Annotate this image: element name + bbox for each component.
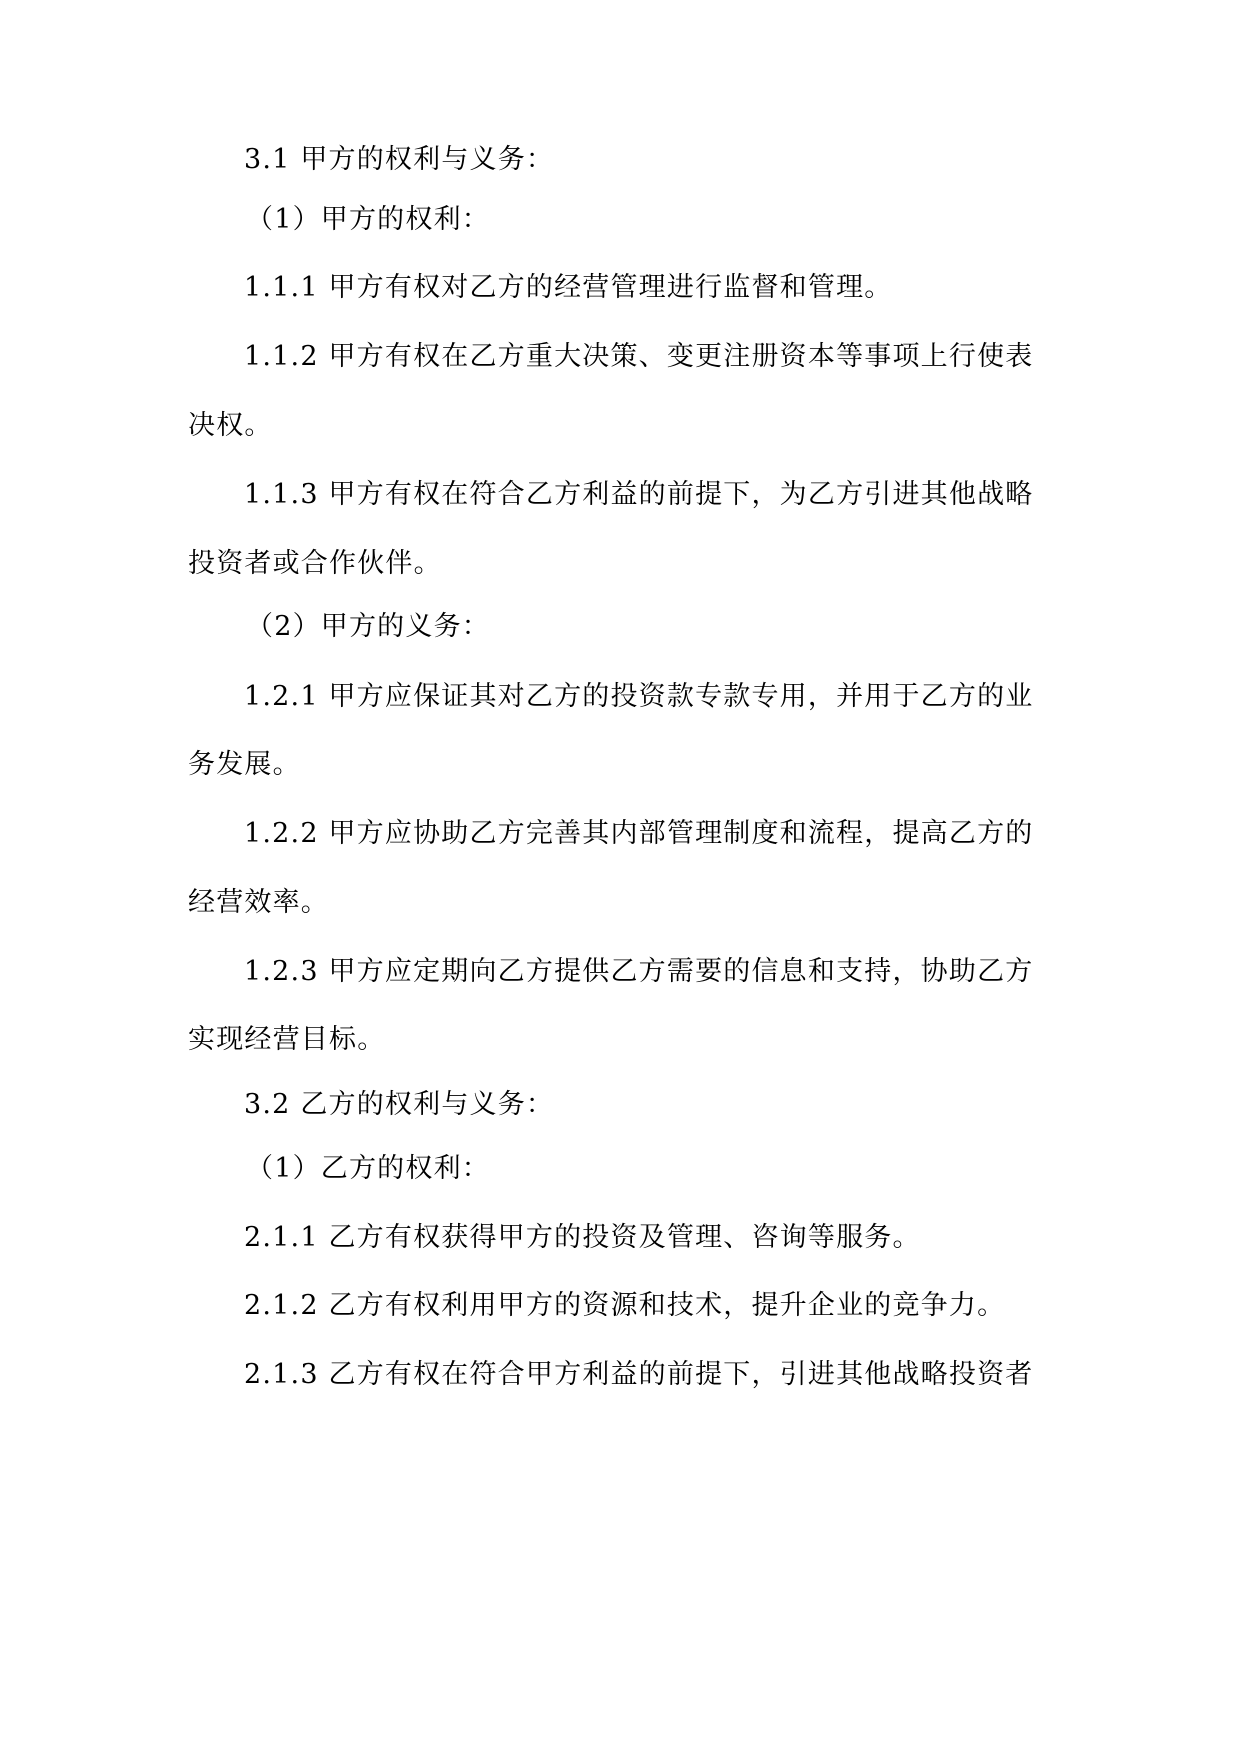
clause-1-2-1-line-1: 1.2.1 甲方应保证其对乙方的投资款专款专用，并用于乙方的业 <box>244 681 1034 712</box>
clause-1-1-3-line-1: 1.1.3 甲方有权在符合乙方利益的前提下，为乙方引进其他战略 <box>244 479 1034 510</box>
clause-1-1-3-line-2: 投资者或合作伙伴。 <box>188 548 442 579</box>
clause-2-1-3-line-1: 2.1.3 乙方有权在符合甲方利益的前提下，引进其他战略投资者 <box>244 1359 1034 1390</box>
clause-2-1-2: 2.1.2 乙方有权利用甲方的资源和技术，提升企业的竞争力。 <box>244 1290 1006 1321</box>
clause-1-2-3-line-1: 1.2.3 甲方应定期向乙方提供乙方需要的信息和支持，协助乙方 <box>244 956 1034 987</box>
clause-2-1-1: 2.1.1 乙方有权获得甲方的投资及管理、咨询等服务。 <box>244 1222 921 1253</box>
section-heading-3-1: 3.1 甲方的权利与义务： <box>244 144 555 175</box>
clause-1-1-2-line-1: 1.1.2 甲方有权在乙方重大决策、变更注册资本等事项上行使表 <box>244 341 1034 372</box>
subheading-party-b-rights: （1）乙方的权利： <box>246 1153 490 1184</box>
clause-1-1-1: 1.1.1 甲方有权对乙方的经营管理进行监督和管理。 <box>244 272 893 303</box>
clause-1-1-2-line-2: 决权。 <box>188 410 273 441</box>
subheading-party-a-rights: （1）甲方的权利： <box>246 204 490 235</box>
clause-1-2-1-line-2: 务发展。 <box>188 749 301 780</box>
subheading-party-a-obligations: （2）甲方的义务： <box>246 611 490 642</box>
section-heading-3-2: 3.2 乙方的权利与义务： <box>244 1089 555 1120</box>
clause-1-2-2-line-1: 1.2.2 甲方应协助乙方完善其内部管理制度和流程，提高乙方的 <box>244 818 1034 849</box>
clause-1-2-2-line-2: 经营效率。 <box>188 887 329 918</box>
clause-1-2-3-line-2: 实现经营目标。 <box>188 1024 386 1055</box>
